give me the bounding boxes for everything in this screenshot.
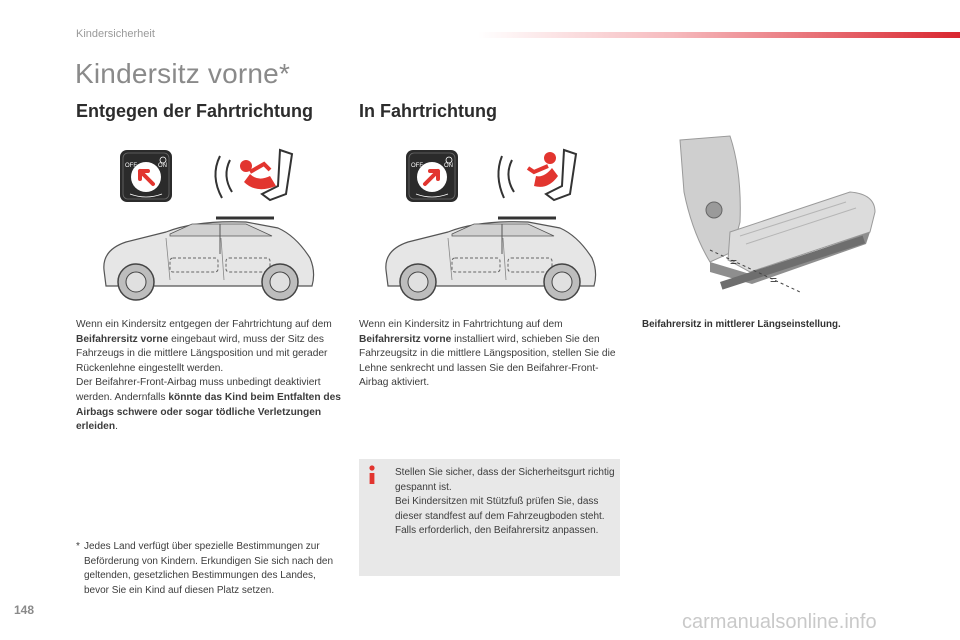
- chapter-label: Kindersicherheit: [76, 28, 155, 40]
- forward-body-text: [359, 318, 621, 391]
- rear-facing-child-seat-icon: [210, 146, 300, 206]
- footnote-marker: *: [76, 541, 80, 552]
- watermark: carmanualsonline.info: [682, 611, 877, 633]
- info-line: Stellen Sie sicher, dass der Sicherheitsgurt richtig gespannt ist.: [395, 467, 615, 493]
- info-text: [395, 466, 617, 539]
- footnote: [76, 540, 341, 598]
- svg-text:=: =: [730, 255, 738, 269]
- info-icon: [365, 465, 379, 485]
- seat-caption: Beifahrersitz in mittlerer Längseinstellung.: [642, 319, 841, 330]
- airbag-badge-forward-icon: [406, 150, 458, 202]
- info-line: Bei Kindersitzen mit Stützfuß prüfen Sie, dass dieser standfest auf dem Fahrzeugboden steht. Falls erforderlich, den Beifahrersitz anpassen.: [395, 496, 605, 537]
- badge-on-text: ON: [158, 163, 167, 169]
- heading-rearward: Entgegen der Fahrtrichtung: [76, 101, 314, 121]
- footnote-text: Jedes Land verfügt über spezielle Bestimmungen zur Beförderung von Kindern. Erkundigen Sie sich nach den geltenden, gesetzlichen Bestimmungen des Landes, bevor Sie ein Kind auf diesen Platz setzen.: [84, 541, 334, 596]
- info-box: [359, 459, 620, 576]
- page-number: 148: [14, 603, 35, 617]
- passenger-seat-illustration: [670, 132, 885, 302]
- badge-off-text: OFF: [411, 163, 423, 169]
- forward-facing-child-seat-icon: [494, 146, 584, 206]
- rearward-text-run: könnte das Kind beim Entfalten des Airbags schwere oder sogar tödliche Verletzungen erleiden: [76, 391, 341, 433]
- forward-text-run: installiert wird, schieben Sie den Fahrzeugsitz in die mittlere Längsposition, stellen Sie die Lehne senkrecht und lassen Sie den Beifahrer-Front-Airbag aktiviert.: [359, 333, 616, 389]
- badge-off-text: OFF: [125, 163, 137, 169]
- rearward-text-run: Wenn ein Kindersitz entgegen der Fahrtrichtung auf dem: [76, 319, 332, 330]
- rearward-text-run: Beifahrersitz vorne: [76, 333, 169, 345]
- rearward-text-run: eingebaut wird, muss der Sitz des Fahrzeugs in die mittlere Längsposition und mit gerader Rückenlehne eingestellt werden.: [76, 333, 328, 374]
- page-title: Kindersitz vorne*: [75, 58, 291, 89]
- forward-text-run: Wenn ein Kindersitz in Fahrtrichtung auf dem: [359, 319, 563, 330]
- svg-text:=: =: [770, 273, 778, 287]
- rearward-body-text: [76, 318, 341, 435]
- car-illustration-right: [378, 210, 603, 305]
- header-accent-bar: [478, 32, 960, 38]
- badge-on-text: ON: [444, 163, 453, 169]
- rearward-text-run: .: [115, 421, 118, 433]
- forward-text-run: Beifahrersitz vorne: [359, 333, 452, 345]
- car-illustration-left: [96, 210, 321, 305]
- airbag-off-badge-icon: [120, 150, 172, 202]
- rearward-text-run: Der Beifahrer-Front-Airbag muss unbedingt deaktiviert werden. Andernfalls: [76, 377, 321, 403]
- heading-forward: In Fahrtrichtung: [359, 101, 497, 121]
